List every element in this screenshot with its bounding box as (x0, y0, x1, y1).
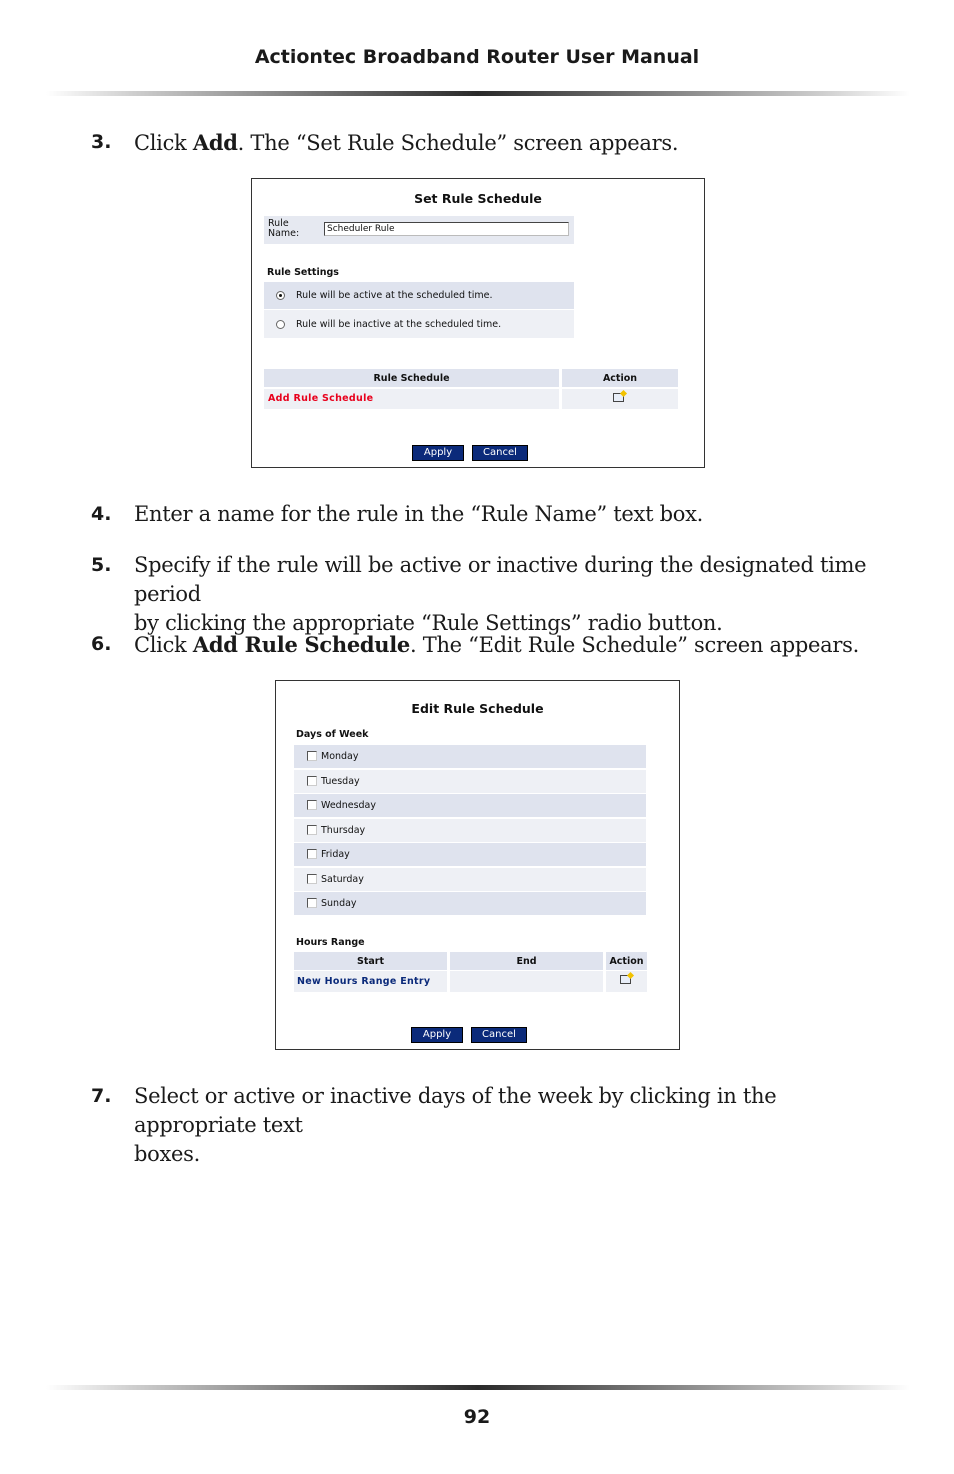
rule-inactive-row[interactable] (264, 310, 574, 338)
edit-rule-schedule-screenshot (275, 680, 680, 1050)
day-label: Tuesday (321, 775, 360, 787)
new-hours-action-cell (606, 971, 647, 992)
step-5 (91, 551, 871, 635)
day-label: Saturday (321, 873, 364, 885)
rule-schedule-header: Rule Schedule (264, 369, 559, 387)
day-row-monday[interactable] (294, 745, 646, 768)
start-header: Start (294, 952, 447, 970)
manual-title: Actiontec Broadband Router User Manual (254, 46, 700, 68)
day-row-wednesday[interactable] (294, 794, 646, 817)
day-row-sunday[interactable] (294, 892, 646, 915)
rule-settings-label: Rule Settings (267, 267, 339, 278)
cancel-button[interactable]: Cancel (471, 1027, 527, 1043)
step-number: 6. (91, 633, 112, 655)
day-label: Friday (321, 849, 350, 860)
add-action-cell (562, 389, 678, 409)
day-checkbox-thursday[interactable] (307, 825, 317, 835)
step-number: 3. (91, 131, 112, 153)
step-number: 7. (91, 1085, 112, 1107)
edit-icon[interactable] (620, 975, 631, 984)
day-checkbox-tuesday[interactable] (307, 776, 317, 786)
step-number: 5. (91, 554, 112, 576)
day-row-tuesday[interactable] (294, 770, 646, 793)
day-checkbox-sunday[interactable] (307, 898, 317, 908)
day-row-saturday[interactable] (294, 868, 646, 891)
step-text: Select or active or inactive days of the week by clicking in the appropriate text boxes. (134, 1084, 777, 1166)
step-text: Specify if the rule will be active or inactive during the designated time period by clicking the appropriate “Rule Settings” radio button. (134, 553, 867, 635)
panel-title: Set Rule Schedule (414, 191, 542, 206)
step-text: Click Add Rule Schedule. The “Edit Rule Schedule” screen appears. (134, 632, 859, 657)
footer-rule (46, 1385, 910, 1390)
cancel-button[interactable]: Cancel (472, 445, 528, 461)
rule-active-label: Rule will be active at the scheduled time. (296, 290, 493, 301)
step-text: Enter a name for the rule in the “Rule Name” text box. (134, 502, 704, 526)
header-rule (46, 91, 910, 96)
day-checkbox-friday[interactable] (307, 849, 317, 859)
apply-button[interactable]: Apply (411, 1027, 463, 1043)
day-label: Sunday (321, 898, 357, 909)
day-checkbox-saturday[interactable] (307, 874, 317, 884)
day-row-friday[interactable] (294, 843, 646, 866)
day-label: Wednesday (321, 800, 377, 811)
new-hours-range-link[interactable]: New Hours Range Entry (297, 976, 431, 987)
set-rule-schedule-screenshot (251, 178, 705, 468)
action-header: Action (562, 369, 678, 387)
rule-name-input[interactable]: Scheduler Rule (324, 222, 569, 236)
hours-action-header: Action (606, 952, 647, 970)
panel-title: Edit Rule Schedule (411, 701, 544, 716)
end-header: End (450, 952, 603, 970)
rule-name-row: Rule Name: Scheduler Rule (264, 216, 574, 244)
step-number: 4. (91, 503, 112, 525)
day-label: Monday (321, 751, 359, 762)
add-rule-schedule-link[interactable]: Add Rule Schedule (268, 393, 374, 404)
days-of-week-label: Days of Week (296, 729, 369, 740)
day-label: Thursday (321, 824, 366, 836)
day-checkbox-wednesday[interactable] (307, 800, 317, 810)
rule-active-row[interactable] (264, 282, 574, 309)
apply-button[interactable]: Apply (412, 445, 464, 461)
rule-inactive-label: Rule will be inactive at the scheduled time. (296, 319, 502, 330)
hours-range-label: Hours Range (296, 937, 365, 948)
day-row-thursday[interactable] (294, 819, 646, 842)
new-hours-row (294, 971, 447, 992)
day-checkbox-monday[interactable] (307, 751, 317, 761)
step-7 (91, 1082, 871, 1166)
rule-active-radio[interactable] (276, 291, 285, 300)
add-rule-schedule-row (264, 389, 559, 409)
step-text: Click Add. The “Set Rule Schedule” screen appears. (134, 130, 679, 155)
rule-name-label: Rule (268, 218, 289, 229)
rule-inactive-radio[interactable] (276, 320, 285, 329)
page-number: 92 (463, 1406, 491, 1428)
new-hours-end-cell (450, 971, 603, 992)
edit-icon[interactable] (613, 393, 624, 402)
